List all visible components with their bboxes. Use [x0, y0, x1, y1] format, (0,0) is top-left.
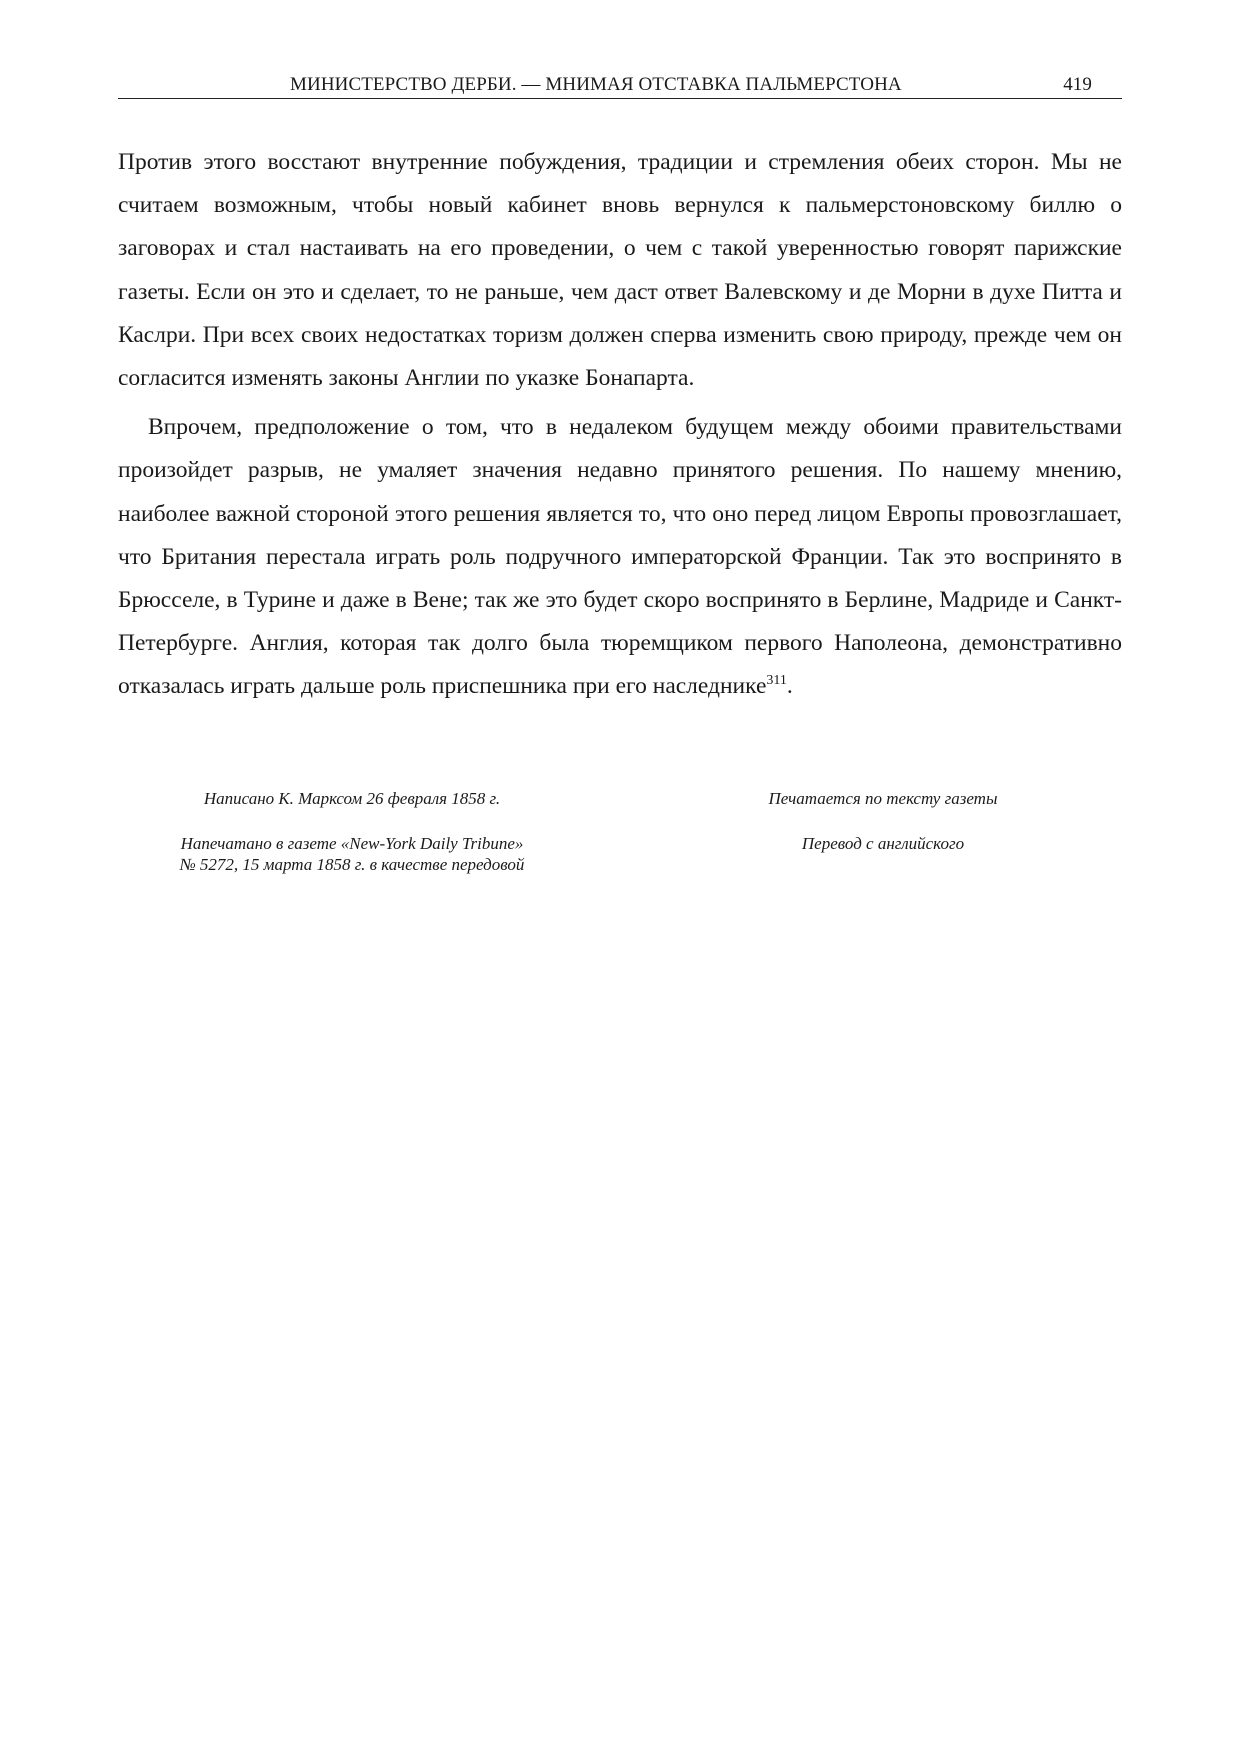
paragraph-2-end: .	[786, 673, 793, 700]
running-head	[118, 72, 1122, 99]
running-title: МИНИСТЕРСТВО ДЕРБИ. — МНИМАЯ ОТСТАВКА ПАЛЬМЕРСТОНА	[290, 74, 902, 95]
footnote-reference[interactable]: 311	[766, 673, 787, 689]
printed-note-line-2: № 5272, 15 марта 1858 г. в качестве передовой	[179, 855, 525, 874]
imprint-right-column	[748, 788, 1018, 854]
translation-note: Перевод с английского	[801, 834, 965, 853]
paragraph-2-text: Впрочем, предположение о том, что в недалеком будущем между обоими правительствами произойдет разрыв, не умаляет значения недавно принятого решения. По нашему мнению, наиболее важной стороной этого решения является то, что оно перед лицом Европы провозглашает, что Британия перестала играть роль подручного императорской Франции. Так это воспринято в Брюсселе, в Турине и даже в Вене; так же это будет скоро воспринято в Берлине, Мадриде и Санкт-Петербурге. Англия, которая так долго была тюремщиком первого Наполеона, демонстративно отказалась играть дальше роль приспешника при его наследнике	[118, 414, 1122, 700]
printed-note-line-1: Напечатано в газете «New-York Daily Tribune»	[180, 834, 524, 853]
body-text	[118, 141, 1122, 709]
paragraph-2	[118, 406, 1122, 708]
page-number: 419	[1063, 74, 1092, 95]
written-note: Написано К. Марксом 26 февраля 1858 г.	[203, 789, 501, 808]
source-note: Печатается по тексту газеты	[768, 789, 998, 808]
imprint-left-column	[118, 788, 586, 875]
paragraph-1: Против этого восстают внутренние побуждения, традиции и стремления обеих сторон. Мы не считаем возможным, чтобы новый кабинет вновь вернулся к пальмерстоновскому биллю о заговорах и стал настаивать на его проведении, о чем с такой уверенностью говорят парижские газеты. Если он это и сделает, то не раньше, чем даст ответ Валевскому и де Морни в духе Питта и Каслри. При всех своих недостатках торизм должен сперва изменить свою природу, прежде чем он согласится изменять законы Англии по указке Бонапарта.	[118, 149, 1122, 392]
